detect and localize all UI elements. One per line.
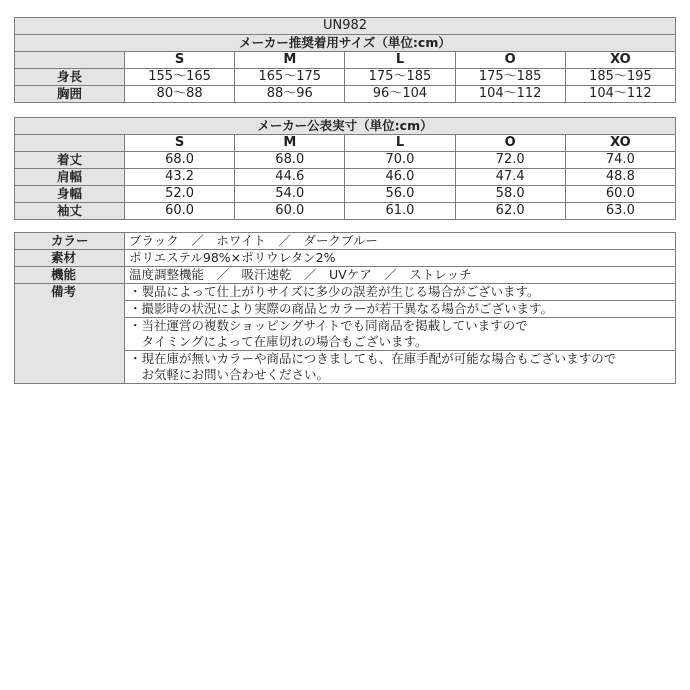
note-line: お気軽にお問い合わせください。: [129, 367, 330, 382]
value-cell: 72.0: [455, 152, 565, 169]
table-row: [15, 186, 676, 203]
value-cell: 58.0: [455, 186, 565, 203]
value-cell: 70.0: [345, 152, 455, 169]
row-label-sleeve: 袖丈: [15, 203, 125, 220]
table-row: [15, 169, 676, 186]
value-cell: 104〜112: [565, 86, 675, 103]
value-cell: 185〜195: [565, 69, 675, 86]
recommended-size-table: [14, 17, 676, 103]
value-cell: 63.0: [565, 203, 675, 220]
note-line: ・現在庫が無いカラーや商品につきましても、在庫手配が可能な場合もございますので: [129, 351, 617, 366]
value-cell: 175〜185: [455, 69, 565, 86]
value-cell: 60.0: [125, 203, 235, 220]
function-value: 温度調整機能 ／ 吸汗速乾 ／ UVケア ／ ストレッチ: [125, 267, 676, 284]
table-row: [15, 152, 676, 169]
value-cell: 88〜96: [235, 86, 345, 103]
value-cell: 60.0: [565, 186, 675, 203]
model-number: UN982: [15, 18, 676, 35]
size-header-xo: XO: [565, 135, 675, 152]
table-row: [15, 203, 676, 220]
row-label-shoulder: 肩幅: [15, 169, 125, 186]
table-row: [15, 250, 676, 267]
value-cell: 46.0: [345, 169, 455, 186]
table-row: [15, 267, 676, 284]
value-cell: 54.0: [235, 186, 345, 203]
material-value: ポリエステル98%×ポリウレタン2%: [125, 250, 676, 267]
size-header-s: S: [125, 52, 235, 69]
recommended-size-title: メーカー推奨着用サイズ（単位:cm）: [15, 35, 676, 52]
note-line: ・製品によって仕上がりサイズに多少の誤差が生じる場合がございます。: [129, 284, 540, 299]
function-label: 機能: [15, 267, 125, 284]
size-header-xo: XO: [565, 52, 675, 69]
value-cell: 165〜175: [235, 69, 345, 86]
size-header-m: M: [235, 52, 345, 69]
value-cell: 61.0: [345, 203, 455, 220]
value-cell: 155〜165: [125, 69, 235, 86]
size-header-o: O: [455, 135, 565, 152]
value-cell: 48.8: [565, 169, 675, 186]
color-value: ブラック ／ ホワイト ／ ダークブルー: [125, 233, 676, 250]
size-header-o: O: [455, 52, 565, 69]
value-cell: 56.0: [345, 186, 455, 203]
value-cell: 62.0: [455, 203, 565, 220]
note-item: [125, 318, 676, 351]
table-row: [15, 284, 676, 301]
note-item: [125, 284, 676, 301]
note-item: [125, 301, 676, 318]
table-row: [15, 69, 676, 86]
row-label-chest: 胸囲: [15, 86, 125, 103]
notes-label: 備考: [15, 284, 125, 384]
table-row: [15, 233, 676, 250]
value-cell: 104〜112: [455, 86, 565, 103]
row-label-height: 身長: [15, 69, 125, 86]
value-cell: 68.0: [235, 152, 345, 169]
size-header-s: S: [125, 135, 235, 152]
row-label-length: 着丈: [15, 152, 125, 169]
value-cell: 47.4: [455, 169, 565, 186]
size-header-l: L: [345, 52, 455, 69]
color-label: カラー: [15, 233, 125, 250]
corner-cell: [15, 52, 125, 69]
actual-size-title: メーカー公表実寸（単位:cm）: [15, 118, 676, 135]
value-cell: 74.0: [565, 152, 675, 169]
value-cell: 43.2: [125, 169, 235, 186]
value-cell: 52.0: [125, 186, 235, 203]
size-header-l: L: [345, 135, 455, 152]
value-cell: 44.6: [235, 169, 345, 186]
value-cell: 60.0: [235, 203, 345, 220]
value-cell: 96〜104: [345, 86, 455, 103]
corner-cell: [15, 135, 125, 152]
value-cell: 175〜185: [345, 69, 455, 86]
actual-size-table: [14, 117, 676, 220]
row-label-body-width: 身幅: [15, 186, 125, 203]
value-cell: 80〜88: [125, 86, 235, 103]
product-details-table: [14, 232, 676, 384]
table-row: [15, 86, 676, 103]
value-cell: 68.0: [125, 152, 235, 169]
note-line: ・撮影時の状況により実際の商品とカラーが若干異なる場合がございます。: [129, 301, 554, 316]
note-item: [125, 351, 676, 384]
note-line: タイミングによって在庫切れの場合もございます。: [129, 334, 428, 349]
material-label: 素材: [15, 250, 125, 267]
size-header-m: M: [235, 135, 345, 152]
note-line: ・当社運営の複数ショッピングサイトでも同商品を掲載していますので: [129, 318, 528, 333]
